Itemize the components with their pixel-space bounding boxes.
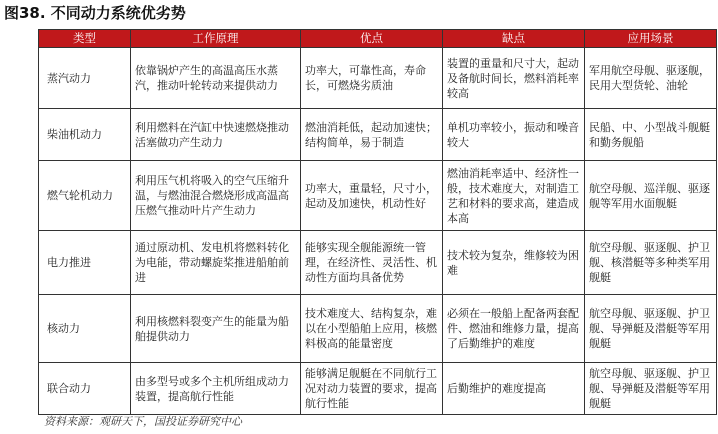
cell-type: 联合动力 bbox=[39, 363, 131, 415]
cell-cons: 燃油消耗率适中、经济性一般，技术难度大，对制造工艺和材料的要求高，建造成本高 bbox=[443, 161, 585, 231]
cell-usage: 民船、中、小型战斗舰艇和勤务舰船 bbox=[585, 109, 717, 161]
table-row bbox=[39, 295, 717, 363]
cell-usage: 航空母舰、驱逐舰、护卫舰、导弹艇及潜艇等军用舰艇 bbox=[585, 295, 717, 363]
header-cons: 缺点 bbox=[443, 30, 585, 48]
cell-type: 核动力 bbox=[39, 295, 131, 363]
cell-principle: 依靠锅炉产生的高温高压水蒸汽，推动叶轮转动来提供动力 bbox=[131, 48, 301, 109]
table-row bbox=[39, 231, 717, 295]
cell-pros: 功率大，重量轻，尺寸小，起动及加速快，机动性好 bbox=[301, 161, 443, 231]
cell-principle: 利用核燃料裂变产生的能量为船舶提供动力 bbox=[131, 295, 301, 363]
cell-usage: 航空母舰、驱逐舰、护卫舰、导弹艇及潜艇等军用舰艇 bbox=[585, 363, 717, 415]
cell-cons: 必须在一般船上配备两套配件、燃油和维修力量，提高了后勤维护的难度 bbox=[443, 295, 585, 363]
cell-cons: 技术较为复杂，维修较为困难 bbox=[443, 231, 585, 295]
table-row bbox=[39, 48, 717, 109]
cell-pros: 技术难度大、结构复杂，难以在小型船舶上应用，核燃料极高的能量密度 bbox=[301, 295, 443, 363]
figure-title: 图38. 不同动力系统优劣势 bbox=[4, 4, 186, 22]
cell-pros: 燃油消耗低，起动加速快；结构简单，易于制造 bbox=[301, 109, 443, 161]
table-row bbox=[39, 109, 717, 161]
table-row bbox=[39, 363, 717, 415]
cell-pros: 能够实现全舰能源统一管理，在经济性、灵活性、机动性方面均具备优势 bbox=[301, 231, 443, 295]
table-row bbox=[39, 161, 717, 231]
cell-pros: 能够满足舰艇在不同航行工况对动力装置的要求，提高航行性能 bbox=[301, 363, 443, 415]
header-usage: 应用场景 bbox=[585, 30, 717, 48]
header-principle: 工作原理 bbox=[131, 30, 301, 48]
cell-usage: 军用航空母舰、驱逐舰，民用大型货轮、油轮 bbox=[585, 48, 717, 109]
source-note: 资料来源：观研天下，国投证券研究中心 bbox=[44, 415, 242, 428]
cell-principle: 通过原动机、发电机将燃料转化为电能，带动螺旋桨推进船舶前进 bbox=[131, 231, 301, 295]
table-header-row bbox=[39, 30, 717, 48]
header-pros: 优点 bbox=[301, 30, 443, 48]
cell-type: 电力推进 bbox=[39, 231, 131, 295]
cell-cons: 后勤维护的难度提高 bbox=[443, 363, 585, 415]
cell-principle: 由多型号或多个主机所组成动力装置，提高航行性能 bbox=[131, 363, 301, 415]
cell-usage: 航空母舰、巡洋舰、驱逐舰等军用水面舰艇 bbox=[585, 161, 717, 231]
header-type: 类型 bbox=[39, 30, 131, 48]
power-system-table bbox=[38, 29, 717, 415]
cell-cons: 装置的重量和尺寸大，起动及备航时间长，燃料消耗率较高 bbox=[443, 48, 585, 109]
cell-type: 燃气轮机动力 bbox=[39, 161, 131, 231]
cell-cons: 单机功率较小，振动和噪音较大 bbox=[443, 109, 585, 161]
cell-usage: 航空母舰、驱逐舰、护卫舰、核潜艇等多种类军用舰艇 bbox=[585, 231, 717, 295]
cell-pros: 功率大，可靠性高，寿命长，可燃烧劣质油 bbox=[301, 48, 443, 109]
cell-principle: 利用压气机将吸入的空气压缩升温，与燃油混合燃烧形成高温高压燃气推动叶片产生动力 bbox=[131, 161, 301, 231]
cell-principle: 利用燃料在汽缸中快速燃烧推动活塞做功产生动力 bbox=[131, 109, 301, 161]
cell-type: 柴油机动力 bbox=[39, 109, 131, 161]
cell-type: 蒸汽动力 bbox=[39, 48, 131, 109]
